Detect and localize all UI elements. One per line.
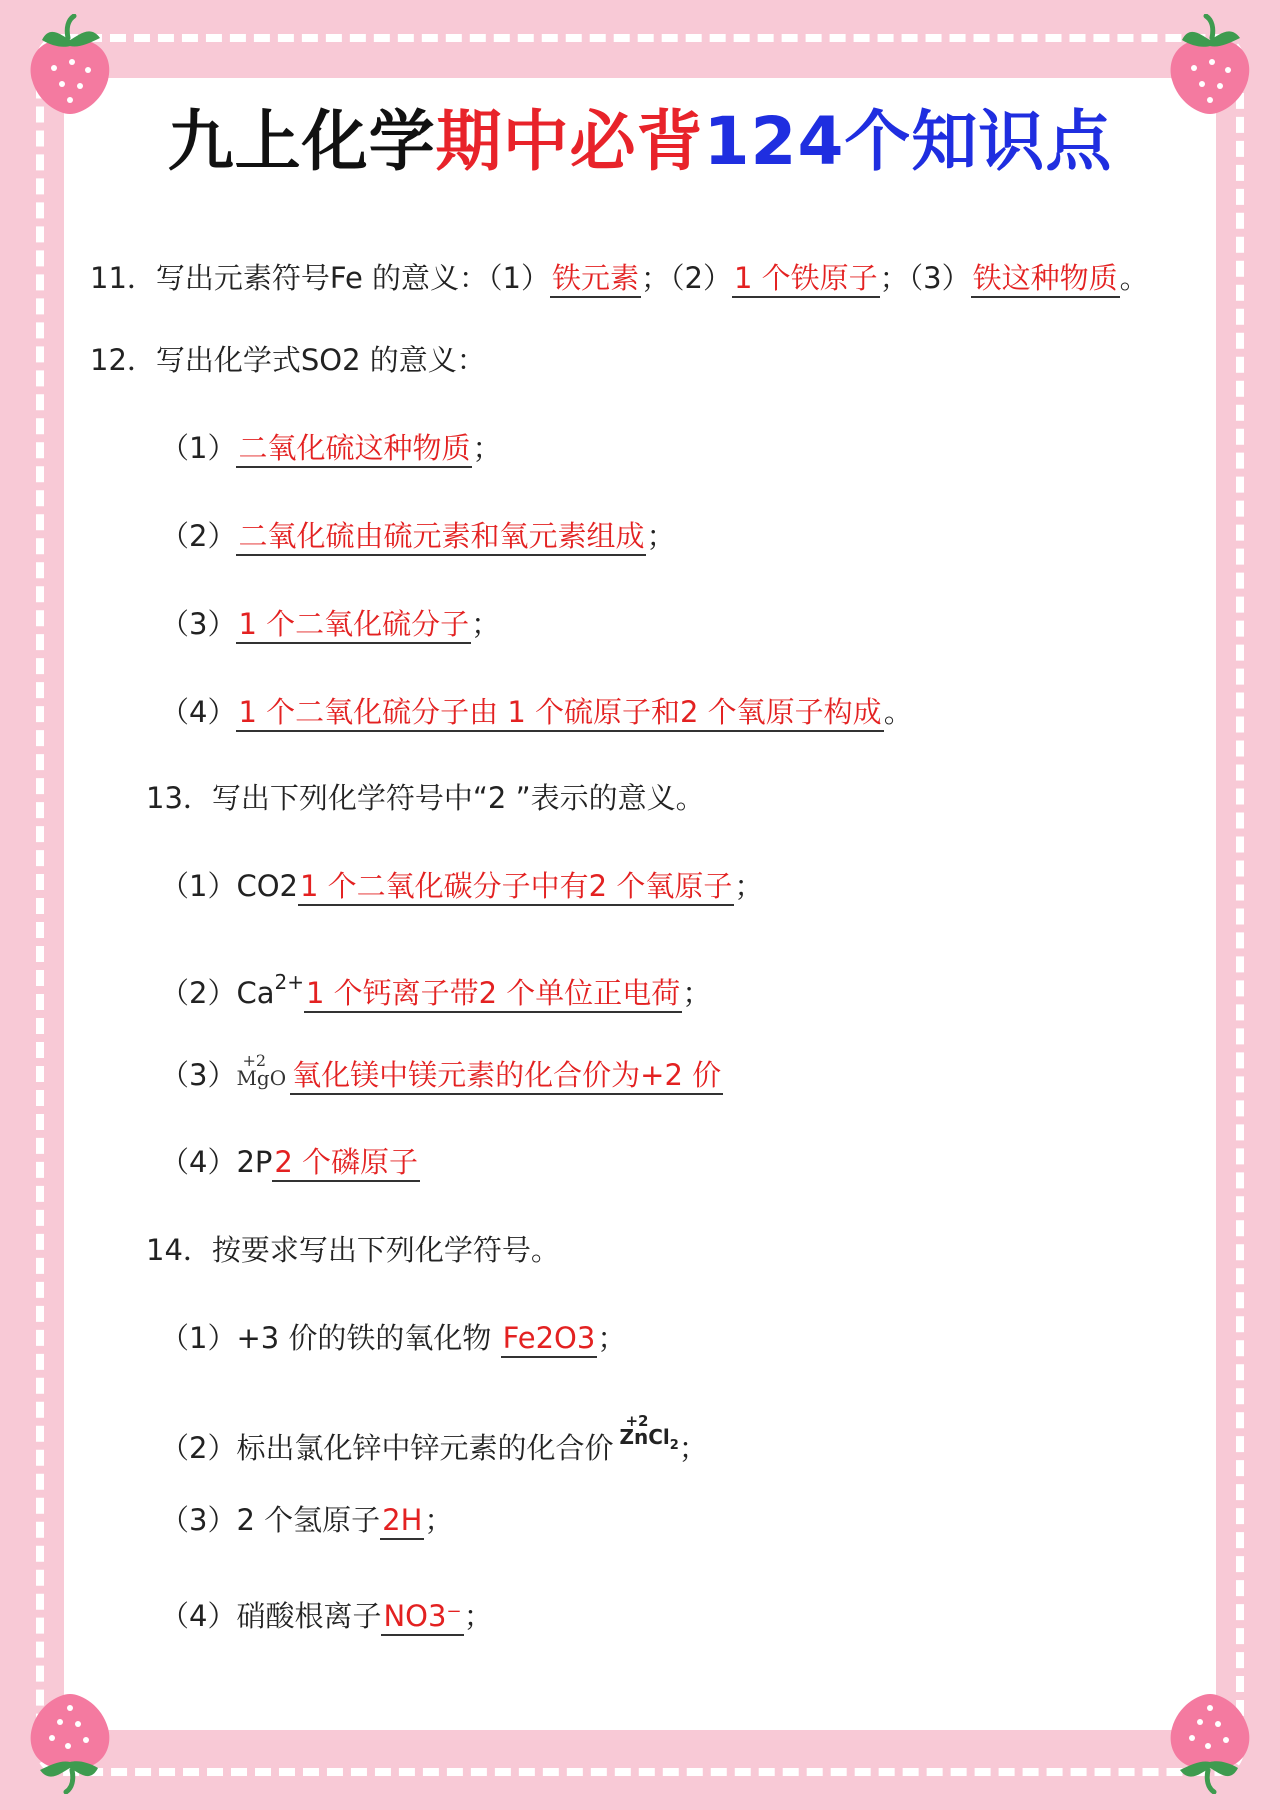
q12-item-answer: 二氧化硫由硫元素和氧元素组成 [236, 519, 646, 556]
q13-item-end: ； [682, 976, 712, 1010]
q12-item-label: （4） [160, 695, 237, 729]
q12-item-answer: 二氧化硫这种物质 [236, 431, 472, 468]
q14-item-4 [160, 1596, 493, 1636]
q14-item-answer: 2H [380, 1503, 424, 1540]
q13-item-answer: 1 个钙离子带2 个单位正电荷 [304, 976, 682, 1013]
q12-item-4 [160, 692, 913, 732]
zncl2-formula [619, 1414, 678, 1455]
q11-prefix: 11．写出元素符号Fe 的意义：（1） [90, 261, 551, 295]
q14-item-end: ； [424, 1503, 454, 1537]
q14-item-label: （1）+3 价的铁的氧化物 [160, 1321, 501, 1355]
q12-item-answer: 1 个二氧化硫分子 [236, 607, 471, 644]
q12-item-1 [160, 428, 501, 468]
q12-item-label: （1） [160, 431, 237, 465]
q11-line [90, 258, 1149, 298]
q12-item-end: 。 [883, 695, 913, 729]
q14-item-answer: Fe2O3 [501, 1321, 598, 1358]
q13-heading: 13．写出下列化学符号中“2 ”表示的意义。 [146, 781, 705, 815]
q11-sep-1: ；（2） [641, 261, 732, 295]
q13-item-answer: 氧化镁中镁元素的化合价为+2 价 [290, 1058, 723, 1095]
q11-answer-1: 铁元素 [550, 261, 641, 298]
q14-item-1 [160, 1318, 626, 1358]
q13-item-2 [160, 962, 711, 1013]
q13-item-label: （2）Ca [160, 976, 275, 1010]
q14-item-label: （3）2 个氢原子 [160, 1503, 381, 1537]
zncl2-symbol: ZnCl [619, 1425, 670, 1449]
q12-item-end: ； [471, 607, 501, 641]
q12-item-2 [160, 516, 675, 556]
q12-item-answer: 1 个二氧化硫分子由 1 个硫原子和2 个氧原子构成 [236, 695, 883, 732]
q13-item-1 [160, 866, 763, 906]
q13-item-3 [160, 1051, 723, 1095]
q14-item-answer: NO3⁻ [381, 1599, 463, 1636]
q12-item-label: （2） [160, 519, 237, 553]
q13-item-label: （1）CO2 [160, 869, 298, 903]
q13-item-end: ； [734, 869, 764, 903]
q14-heading: 14．按要求写出下列化学符号。 [146, 1233, 560, 1267]
strawberry-icon [22, 1690, 118, 1794]
mgo-formula [236, 1051, 287, 1090]
q12-heading: 12．写出化学式SO2 的意义： [90, 343, 486, 377]
ion-charge: 2+ [274, 970, 304, 994]
title-red: 期中必背 [435, 103, 704, 180]
q12-item-label: （3） [160, 607, 237, 641]
q14-item-3 [160, 1500, 453, 1540]
q11-answer-3: 铁这种物质 [971, 261, 1120, 298]
strawberry-icon [1162, 1690, 1258, 1794]
title-black: 九上化学 [167, 103, 436, 180]
zncl2-subscript: 2 [669, 1438, 679, 1453]
q11-answer-2: 1 个铁原子 [732, 261, 880, 298]
q13-item-answer: 2 个磷原子 [272, 1145, 420, 1182]
q13-item-label: （3） [160, 1058, 237, 1092]
mgo-symbol: MgO [236, 1066, 287, 1090]
q12-item-3 [160, 604, 500, 644]
zncl2-valence: +2 [625, 1412, 649, 1430]
q14-item-end: ； [678, 1431, 708, 1465]
page-title [0, 102, 1280, 182]
q13-item-4 [160, 1142, 420, 1182]
q13-item-label: （4）2P [160, 1145, 273, 1179]
q14-item-end: ； [463, 1599, 493, 1633]
q14-item-2 [160, 1414, 708, 1468]
mgo-valence: +2 [242, 1051, 267, 1070]
q11-end: 。 [1119, 261, 1149, 295]
q13-item-answer: 1 个二氧化碳分子中有2 个氧原子 [298, 869, 734, 906]
title-blue: 124个知识点 [703, 103, 1113, 180]
q14-item-label: （2）标出氯化锌中锌元素的化合价 [160, 1431, 614, 1465]
q12-item-end: ； [646, 519, 676, 553]
q11-sep-2: ；（3） [879, 261, 971, 295]
q12-item-end: ； [472, 431, 502, 465]
q14-item-end: ； [597, 1321, 627, 1355]
q14-item-label: （4）硝酸根离子 [160, 1599, 382, 1633]
